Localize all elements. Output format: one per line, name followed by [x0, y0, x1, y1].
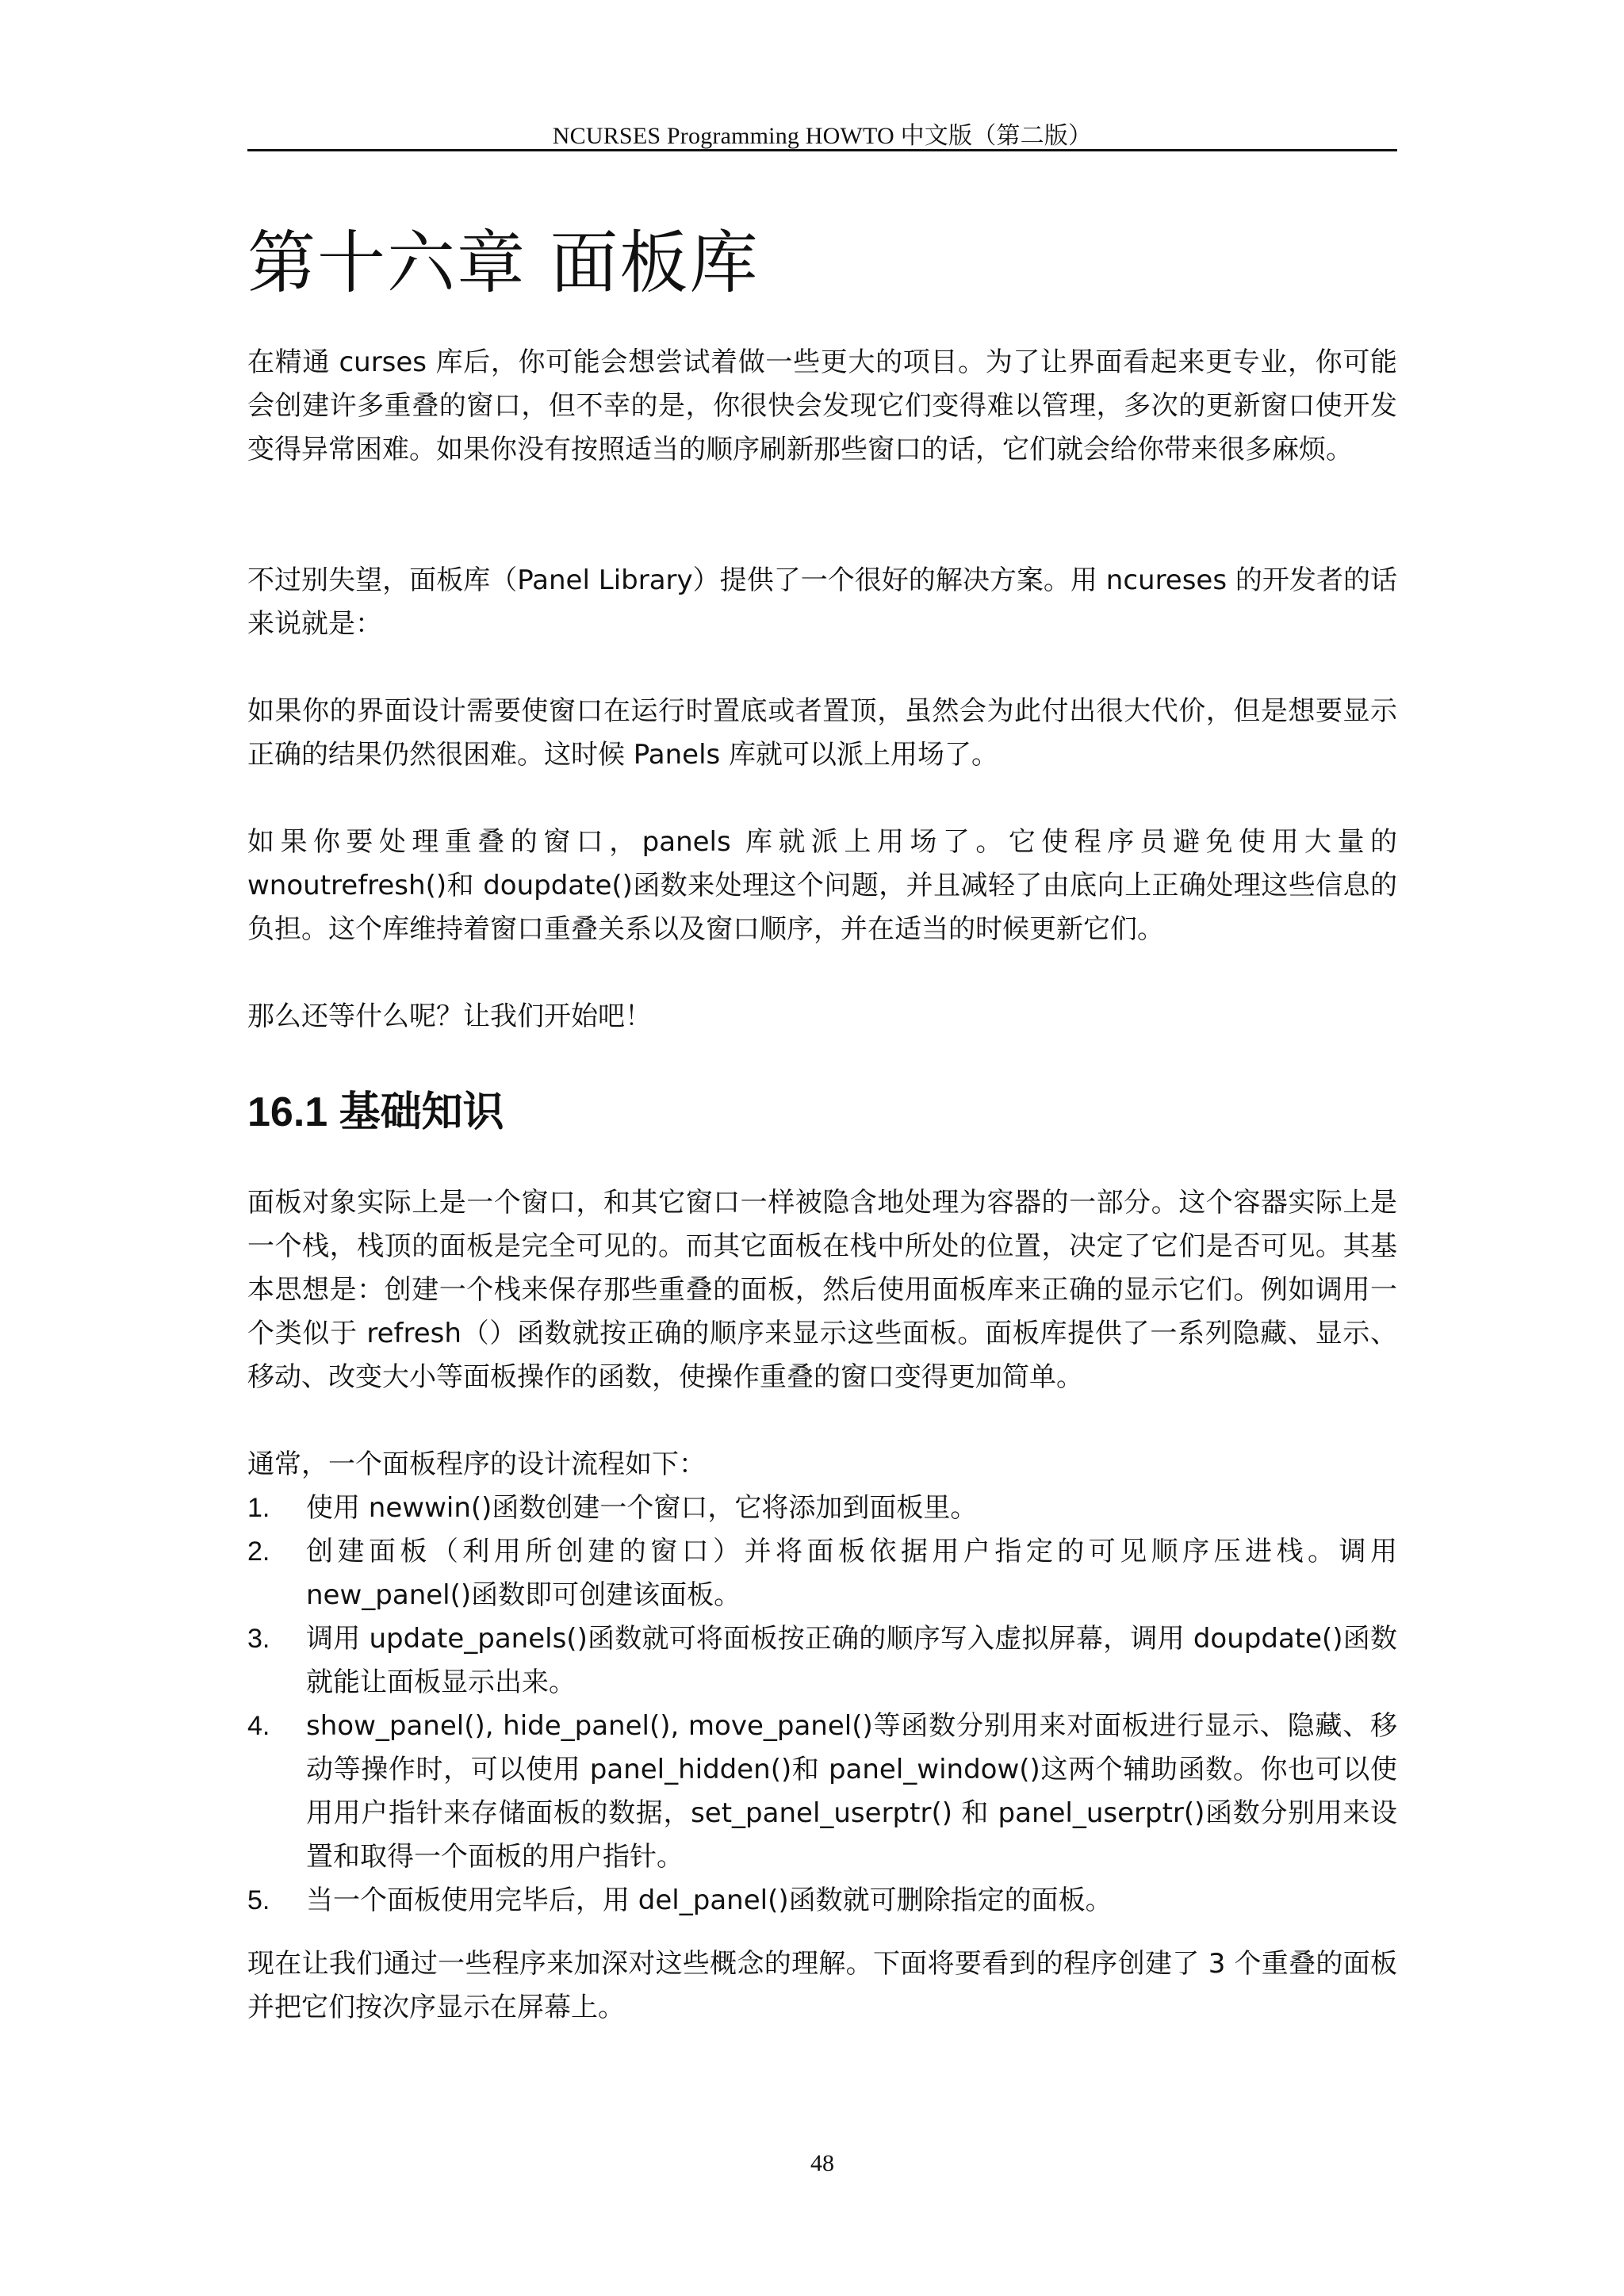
list-item [247, 1705, 1397, 1879]
section-paragraph-1: 面板对象实际上是一个窗口，和其它窗口一样被隐含地处理为容器的一部分。这个容器实际上是一个栈，栈顶的面板是完全可见的。而其它面板在栈中所处的位置，决定了它们是否可见。其基本思想是：创建一个栈来保存那些重叠的面板，然后使用面板库来正确的显示它们。例如调用一个类似于 refresh（）函数就按正确的顺序来显示这些面板。面板库提供了一系列隐藏、显示、移动、改变大小等面板操作的函数，使操作重叠的窗口变得更加简单。 [247, 1187, 1397, 1393]
list-item-text: 调用 update_panels()函数就可将面板按正确的顺序写入虚拟屏幕，调用 doupdate()函数就能让面板显示出来。 [306, 1623, 1397, 1698]
list-item-text: 创建面板（利用所创建的窗口）并将面板依据用户指定的可见顺序压进栈。调用 new_panel()函数即可创建该面板。 [306, 1536, 1397, 1611]
running-header: NCURSES Programming HOWTO 中文版（第二版） [552, 123, 1093, 149]
list-item-text: 使用 newwin()函数创建一个窗口，它将添加到面板里。 [306, 1492, 978, 1524]
section-title: 16.1 基础知识 [247, 1089, 504, 1135]
list-item-number: 3. [247, 1624, 270, 1654]
intro-paragraph-4: 如果你要处理重叠的窗口，panels 库就派上用场了。它使程序员避免使用大量的 wnoutrefresh()和 doupdate()函数来处理这个问题，并且减轻了由底向上正确处理这些信息的负担。这个库维持着窗口重叠关系以及窗口顺序，并在适当的时候更新它们。 [247, 826, 1397, 945]
list-item-number: 4. [247, 1711, 270, 1741]
list-item [247, 1879, 1397, 1923]
list-item-number: 1. [247, 1493, 270, 1523]
list-item [247, 1530, 1397, 1617]
header-rule [247, 149, 1397, 151]
list-item-text: 当一个面板使用完毕后，用 del_panel()函数就可删除指定的面板。 [306, 1885, 1113, 1916]
intro-paragraph-5: 那么还等什么呢？让我们开始吧！ [247, 1001, 652, 1032]
flow-intro: 通常，一个面板程序的设计流程如下： [247, 1448, 706, 1480]
list-item-text: show_panel(), hide_panel(), move_panel()等函数分别用来对面板进行显示、隐藏、移动等操作时，可以使用 panel_hidden()和 panel_window()这两个辅助函数。你也可以使用用户指针来存储面板的数据，set_panel_userptr() 和 panel_userptr()函数分别用来设置和取得一个面板的用户指针。 [306, 1710, 1397, 1873]
intro-paragraph-2: 不过别失望，面板库（Panel Library）提供了一个很好的解决方案。用 ncureses 的开发者的话来说就是： [247, 564, 1397, 640]
page-number: 48 [810, 2150, 834, 2176]
list-item [247, 1487, 1397, 1530]
list-item-number: 2. [247, 1536, 270, 1567]
chapter-title: 第十六章 面板库 [247, 224, 760, 303]
intro-paragraph-3: 如果你的界面设计需要使窗口在运行时置底或者置顶，虽然会为此付出很大代价，但是想要显示正确的结果仍然很困难。这时候 Panels 库就可以派上用场了。 [247, 695, 1397, 771]
section-paragraph-last: 现在让我们通过一些程序来加深对这些概念的理解。下面将要看到的程序创建了 3 个重叠的面板并把它们按次序显示在屏幕上。 [247, 1948, 1397, 2023]
steps-list [247, 1487, 1397, 1923]
list-item [247, 1617, 1397, 1705]
intro-paragraph-1: 在精通 curses 库后，你可能会想尝试着做一些更大的项目。为了让界面看起来更专业，你可能会创建许多重叠的窗口，但不幸的是，你很快会发现它们变得难以管理，多次的更新窗口使开发变得异常困难。如果你没有按照适当的顺序刷新那些窗口的话，它们就会给你带来很多麻烦。 [247, 346, 1397, 465]
list-item-number: 5. [247, 1885, 270, 1915]
